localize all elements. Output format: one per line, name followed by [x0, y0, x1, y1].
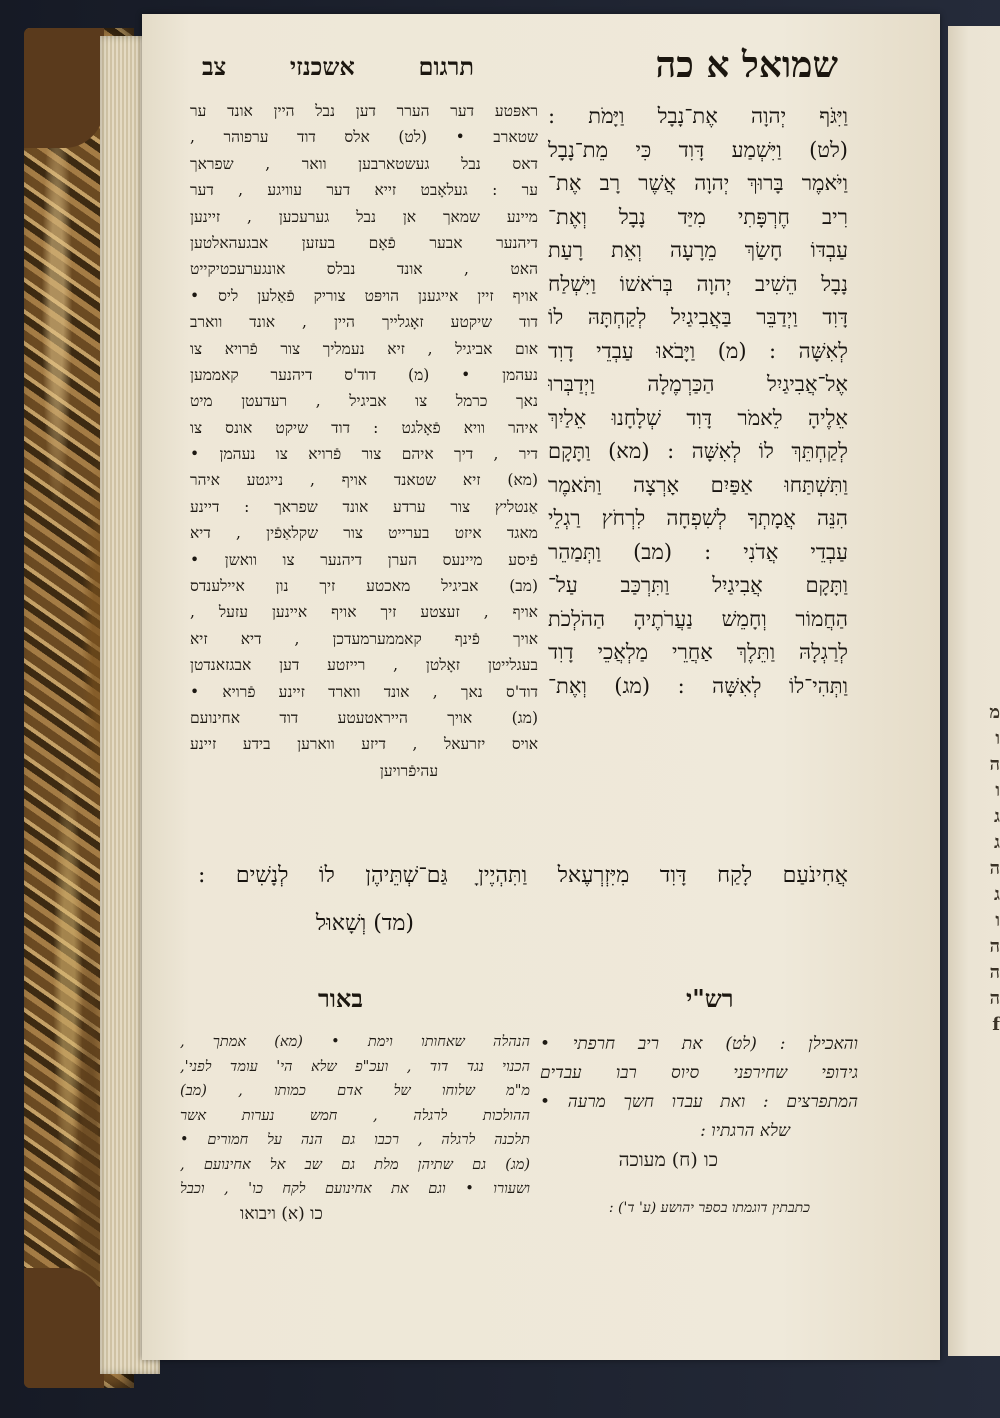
biur-line: מ"מ שלוחו של אדם כמותו , (מב) [180, 1083, 530, 1099]
bible-line: לְאִשָּׁה : (מ) וַיָּבֹאוּ עַבְדֵי דָוִד [548, 338, 848, 363]
cover-corner-top [24, 28, 104, 148]
biur-line: ההולכות לרגלה , חמש נערות אשר [180, 1107, 530, 1124]
targum-line: (מא) זיא שטאנד אויף , נייגטע איהר [190, 471, 538, 490]
bible-line: וַתָּקָם אֲבִיגַיִל וַתִּרְכַּב עַל־ [548, 573, 848, 597]
targum-line: אויך פֿינף קאממערמעדכן , דיא זיא [190, 629, 538, 648]
targum-line: איהר וויא פֿאָלגט : דוד שיקט אונס צו [190, 418, 538, 437]
targum-line: האט , אונד נבלס אונגערעכטיקייט [190, 260, 538, 279]
targum-line: אַנטליץ צור ערדע אונד שפראך : דיינע [190, 497, 538, 516]
next-page-fragment: ג [994, 806, 1000, 827]
biur-commentary [180, 1030, 530, 1226]
biur-line: (מג) גם שתיהן מלת גם שב אל אחינועם , [180, 1156, 530, 1173]
bible-line: לְקַחְתֵּךְ לוֹ לְאִשָּׁה : (מא) וַתָּקָם [548, 439, 848, 463]
bible-line: נָבָל הֵשִׁיב יְהוָה בְּרֹאשׁוֹ וַיִּשְׁלַח [548, 271, 848, 296]
biur-catchword: כו (א) ויבואו [240, 1203, 323, 1224]
next-page [948, 26, 1000, 1356]
biur-line: ושעורו • וגם את אחינועם לקח כו' , וכבל [180, 1181, 530, 1197]
bible-full-width-line: אֲחִינֹעַם לָקַח דָּוִד מִיִּזְרְעֶאל וַתִּהְיֶיןָ גַּם־שְׁתֵּיהֶן לוֹ לְנָשִׁים : [198, 863, 848, 888]
bible-line: אֶל־אֲבִיגַיִל הַכַּרְמֶלָה וַיְדַבְּרוּ [548, 372, 848, 396]
next-page-fragment: ה [989, 754, 1000, 775]
cover-corner-bottom [24, 1268, 104, 1388]
bible-line: עַבְדֵי אֲדֹנִי : (מב) וַתְּמַהֵר [548, 539, 848, 564]
bible-line: וַיִּגֹּף יְהוָה אֶת־נָבָל וַיָּמֹת : [548, 104, 848, 128]
next-page-fragment: ג [994, 884, 1000, 905]
rashi-commentary [540, 1030, 858, 1175]
next-page-fragment: ו [995, 910, 1000, 931]
rashi-line: שלא הרגתיו : [700, 1121, 790, 1141]
bible-line: לְרַגְלָהּ וַתֵּלֶךְ אַחֲרֵי מַלְאֲכֵי דָוִד [548, 640, 848, 664]
targum-line: ער : געלאָבט זייא דער עוויגע , דער [190, 181, 538, 200]
targum-line: מאגד איזט בערייט צור שקלאַפֿין , דיא [190, 524, 538, 543]
targum-column [190, 98, 538, 784]
biur-line: תלכנה לרגלה , רכבו גם הנה על חמורים • [180, 1132, 530, 1148]
targum-line: ראפּטע דער הערר דען נבל היין אונד ער [190, 102, 538, 120]
bible-line: אֵלֶיהָ לֵאמֹר דָּוִד שְׁלָחָנוּ אֵלַיִךְ [548, 405, 848, 430]
targum-line: נעהמן • (מ) דוד'ס דיהנער קאממען [190, 365, 538, 384]
bible-line: (לט) וַיִּשְׁמַע דָּוִד כִּי מֵת־נָבָל [548, 137, 848, 162]
targum-line: פֿיסע מיינעס הערן דיהנער צו וואשן • [190, 550, 538, 569]
next-page-fragment: ה [989, 936, 1000, 957]
next-page-fragment: f [992, 1014, 1000, 1035]
next-page-fragment: ה [989, 988, 1000, 1009]
bible-line: הַחֲמוֹר וְחָמֵשׁ נַעֲרֹתֶיהָ הַהֹלְכֹת [548, 606, 848, 631]
targum-line: דיר , דיך איהם צור פֿרויא צו נעהמן • [190, 445, 538, 464]
next-page-fragment: ה [989, 962, 1000, 983]
bible-line: וַיֹּאמֶר בָּרוּךְ יְהוָה אֲשֶׁר רָב אֶת־ [548, 171, 848, 195]
bible-line: הִנֵּה אֲמָתְךָ לְשִׁפְחָה לִרְחֹץ רַגְלֵי [548, 506, 848, 530]
next-page-fragment: מ [989, 702, 1000, 723]
targum-line: עהיפֿרויען [379, 761, 439, 780]
rashi-line: המתפרצים : ואת עבדו חשך מרעה • [540, 1092, 858, 1112]
targum-line: אויף , זעצטע זיך אויף איינען עזעל , [190, 603, 538, 622]
targum-line: מיינע שמאך אן נבל גערעכען , זיינען [190, 207, 538, 226]
targum-line: (מב) אביגיל מאכטע זיך נון איילענדס [190, 577, 538, 596]
bible-line: רִיב חֶרְפָּתִי מִיַּד נָבָל וְאֶת־ [548, 204, 848, 229]
biur-line: הנהלה שאחותו וימת • (מא) אמתך , [180, 1034, 530, 1050]
next-page-fragment: ה [989, 858, 1000, 879]
running-head-left: תרגום אשכנזי צב [202, 52, 474, 81]
targum-line: נאך כרמל צו אביגיל , רעדעטן מיט [190, 392, 538, 411]
running-head-right: שמואל א כה [655, 44, 838, 86]
next-page-fragment: ג [994, 832, 1000, 853]
targum-line: (מג) אויך הייראטעטע דוד אחינועם [190, 708, 538, 727]
targum-line: שטארב • (לט) אלס דוד ערפוהר , [190, 128, 538, 147]
targum-line: אויף זיין אייגענן הויפּט צוריק פֿאַלען ליס • [190, 286, 538, 305]
next-page-fragment: ו [995, 780, 1000, 801]
bible-text-column [548, 100, 848, 703]
targum-line: אום אביגיל , זיא נעמליך צור פֿרויא צו [190, 339, 538, 358]
bible-line: וַתְּהִי־לוֹ לְאִשָּׁה : (מג) וְאֶת־ [548, 673, 848, 698]
bible-line: דָּוִד וַיְדַבֵּר בַּאֲבִיגַיִל לְקַחְתָּהּ לוֹ [548, 305, 848, 329]
rashi-heading: רש"י [686, 984, 734, 1013]
biur-line: הכנוי נגד דוד , ועכ"פ שלא הי' עומד לפני', [180, 1058, 530, 1075]
next-page-fragment: ו [995, 728, 1000, 749]
targum-line: דוד'ס נאך , אונד ווארד זיינע פֿרויא • [190, 682, 538, 701]
targum-line: דאס נבל געשטארבען וואר , שפראך [190, 154, 538, 173]
biur-heading: באור [318, 984, 363, 1013]
rashi-catchword: כו (ח) מעוכה [618, 1149, 718, 1171]
targum-line: דיהנער אבער פֿאָם בעזען אבגעהאלטען [190, 233, 538, 252]
targum-line: בעגלייטן זאָלטן , רייזטע דען אבגזאנדטן [190, 656, 538, 675]
rashi-line: והאכילן : (לט) את ריב חרפתי • [540, 1034, 858, 1054]
footnote: כתבתין דוגמתו בספר יהושע (ע' ד') : [608, 1200, 810, 1216]
targum-line: אויס יזרעאל , דיזע ווארען בידע זיינע [190, 735, 538, 754]
rashi-line: גידופי שחירפני סיוס רבו עבדים [540, 1063, 858, 1083]
bible-end-line: (מד) וְשָׁאוּל [315, 911, 414, 936]
next-page-text [986, 700, 1000, 1060]
targum-line: דוד שיקטע זאָגלייך היין , אונד ווארב [190, 313, 538, 332]
bible-line: וַתִּשְׁתַּחוּ אַפַּיִם אָרְצָה וַתֹּאמֶר [548, 472, 848, 497]
bible-line: עַבְדּוֹ חָשַׂךְ מֵרָעָה וְאֵת רָעַת [548, 238, 848, 262]
